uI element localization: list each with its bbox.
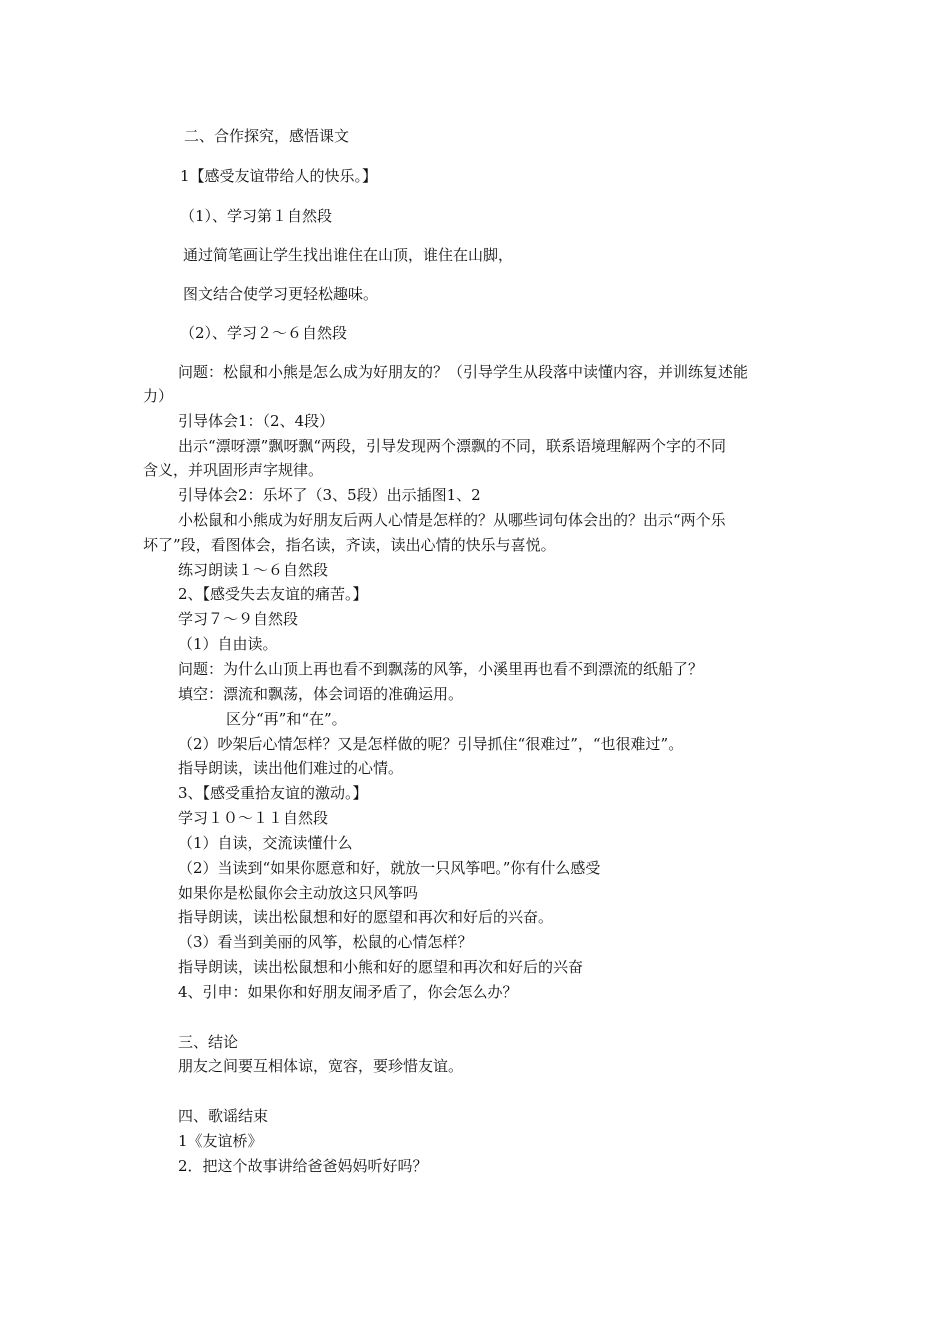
paragraph-line: 练习朗读１～６自然段 — [178, 561, 329, 579]
paragraph-line: （1）自读，交流读懂什么 — [178, 834, 353, 852]
paragraph-line: （1）、学习第１自然段 — [180, 207, 333, 225]
paragraph-line: （2）吵架后心情怎样？又是怎样做的呢？引导抓住“很难过”，“也很难过”。 — [178, 735, 684, 753]
paragraph-line: 4、引申：如果你和好朋友闹矛盾了，你会怎么办？ — [178, 983, 518, 1001]
paragraph-line: 指导朗读，读出松鼠想和小熊和好的愿望和再次和好后的兴奋 — [178, 958, 584, 976]
paragraph-line: 如果你是松鼠你会主动放这只风筝吗 — [178, 884, 419, 902]
paragraph-line: 图文结合使学习更轻松趣味。 — [183, 285, 379, 303]
paragraph-line: 区分“再”和“在”。 — [226, 710, 347, 728]
paragraph-line: 学习７～９自然段 — [178, 610, 299, 628]
section-heading: 二、合作探究，感悟课文 — [184, 127, 350, 145]
paragraph-line: 学习１０～１１自然段 — [178, 809, 329, 827]
paragraph-line: 2．把这个故事讲给爸爸妈妈听好吗？ — [178, 1157, 428, 1175]
paragraph-line: （1）自由读。 — [178, 635, 278, 653]
paragraph-line: 指导朗读，读出他们难过的心情。 — [178, 759, 404, 777]
paragraph-line: 坏了”段，看图体会，指名读，齐读，读出心情的快乐与喜悦。 — [143, 536, 556, 554]
subsection-heading: 3、【感受重拾友谊的激动。】 — [178, 784, 368, 802]
paragraph-line: 填空：漂流和飘荡，体会词语的准确运用。 — [178, 685, 464, 703]
section-heading: 四、歌谣结束 — [178, 1107, 269, 1125]
paragraph-line: 通过简笔画让学生找出谁住在山顶，谁住在山脚， — [183, 246, 514, 264]
paragraph-line: （3）看当到美丽的风筝，松鼠的心情怎样？ — [178, 933, 473, 951]
paragraph-line: 1《友谊桥》 — [178, 1132, 263, 1150]
paragraph-line: 出示“漂呀漂”飘呀飘“两段，引导发现两个漂飘的不同，联系语境理解两个字的不同 — [178, 437, 727, 455]
paragraph-line: 力） — [143, 387, 174, 405]
paragraph-line: 含义，并巩固形声字规律。 — [143, 461, 324, 479]
paragraph-line: （2）、学习２～６自然段 — [180, 324, 348, 342]
paragraph-line: 小松鼠和小熊成为好朋友后两人心情是怎样的？从哪些词句体会出的？出示“两个乐 — [178, 511, 726, 529]
subsection-heading: 1【感受友谊带给人的快乐。】 — [180, 167, 378, 185]
paragraph-line: 指导朗读，读出松鼠想和好的愿望和再次和好后的兴奋。 — [178, 908, 554, 926]
section-heading: 三、结论 — [178, 1033, 239, 1051]
paragraph-line: （2）当读到“如果你愿意和好，就放一只风筝吧。”你有什么感受 — [178, 859, 601, 877]
paragraph-line: 问题：为什么山顶上再也看不到飘荡的风筝，小溪里再也看不到漂流的纸船了？ — [178, 660, 704, 678]
paragraph-line: 问题：松鼠和小熊是怎么成为好朋友的？（引导学生从段落中读懂内容，并训练复述能 — [178, 363, 749, 381]
paragraph-line: 引导体会2：乐坏了（3、5段）出示插图1、2 — [178, 486, 481, 504]
paragraph-line: 朋友之间要互相体谅，宽容，要珍惜友谊。 — [178, 1057, 464, 1075]
paragraph-line: 引导体会1：（2、4段） — [178, 412, 335, 430]
subsection-heading: 2、【感受失去友谊的痛苦。】 — [178, 585, 368, 603]
